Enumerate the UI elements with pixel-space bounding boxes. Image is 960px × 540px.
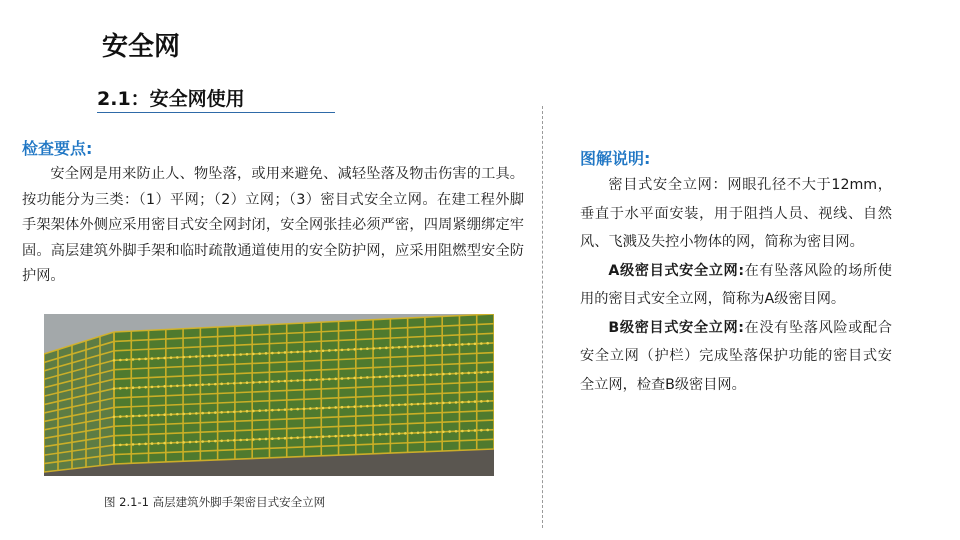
page-title: 安全网 <box>102 32 181 62</box>
dense-mesh-net-definition: 密目式安全立网：网眼孔径不大于12mm，垂直于水平面安装，用于阻挡人员、视线、自然风、飞溅及失控小物体的网，简称为密目网。 <box>580 177 892 250</box>
section-subtitle: 2.1：安全网使用 <box>97 88 245 110</box>
inspection-points-text <box>22 162 524 290</box>
figure-caption: 图 2.1-1 高层建筑外脚手架密目式安全立网 <box>104 495 326 509</box>
inspection-points-paragraph: 安全网是用来防止人、物坠落，或用来避免、减轻坠落及物击伤害的工具。按功能分为三类：（1）平网；（2）立网；（3）密目式安全立网。在建工程外脚手架架体外侧应采用密目式安全网封闭，安全网张挂必须严密，四周紧绷绑定牢固。高层建筑外脚手架和临时疏散通道使用的安全防护网，应采用阻燃型安全防护网。 <box>22 166 524 284</box>
illustration-notes-text <box>580 171 892 399</box>
class-a-label: A级密目式安全立网: <box>608 262 745 279</box>
class-a-text: 在有坠落风险的场所使用的密目式安全立网，简称为A级密目网。 <box>580 262 892 307</box>
class-a-net-definition <box>580 257 892 314</box>
column-divider <box>542 106 543 528</box>
subtitle-underline <box>97 112 335 113</box>
illustration-notes-heading: 图解说明: <box>580 149 651 168</box>
class-b-net-definition <box>580 314 892 400</box>
class-b-label: B级密目式安全立网: <box>608 319 744 336</box>
scaffold-safety-net-photo <box>44 314 494 476</box>
inspection-points-heading: 检查要点: <box>22 139 93 158</box>
class-b-text: 在没有坠落风险或配合安全立网（护栏）完成坠落保护功能的密目式安全立网，检查B级密目网。 <box>580 319 892 393</box>
